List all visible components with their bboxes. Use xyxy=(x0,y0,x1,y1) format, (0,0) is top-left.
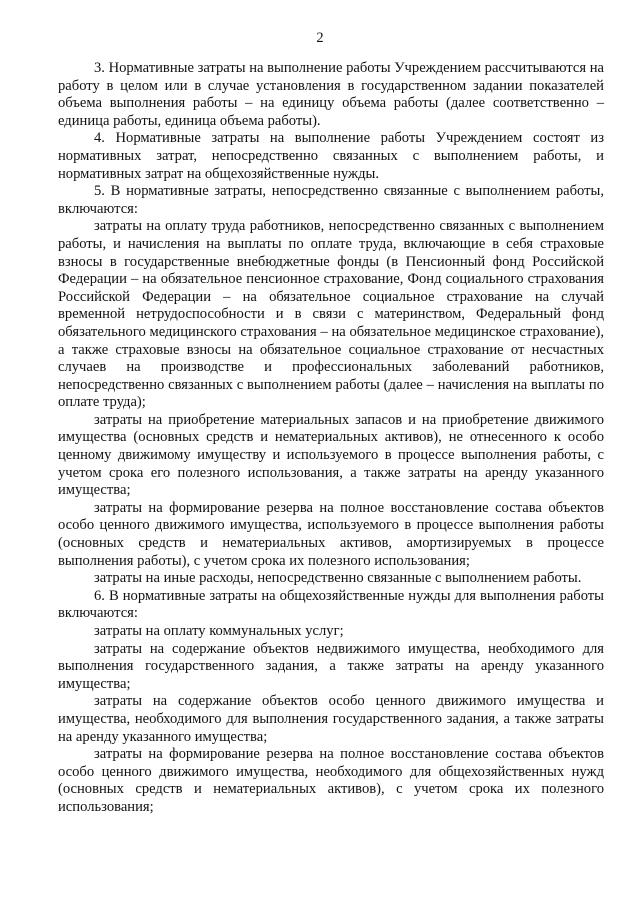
paragraph-6-general-costs-intro: 6. В нормативные затраты на общехозяйственные нужды для выполнения работы включаются: xyxy=(58,587,604,622)
list-item-utilities: затраты на оплату коммунальных услуг; xyxy=(94,623,344,639)
list-item-reserve-general: затраты на формирование резерва на полное восстановление состава объектов особо ценного движимого имущества, необходимого для общехозяйственных нужд (основных средств и нематериальных активов), с учетом срока их полезного использования; xyxy=(58,746,604,815)
document-body xyxy=(58,60,604,817)
list-item-movable-property-maintenance: затраты на содержание объектов особо ценного движимого имущества и имущества, необходимого для выполнения государственного задания, а также затраты на аренду указанного имущества; xyxy=(58,693,604,745)
paragraph-3-work-costs-calculation: 3. Нормативные затраты на выполнение работы Учреждением рассчитываются на работу в целом или в случае установления в государственном задании показателей объема выполнения работы – на единицу объема работы (далее соответственно – единица работы, единица объема работы). xyxy=(58,60,604,129)
list-item-real-estate-maintenance: затраты на содержание объектов недвижимого имущества, необходимого для выполнения государственного задания, а также затраты на аренду указанного имущества; xyxy=(58,640,604,692)
paragraph-4-work-costs-composition: 4. Нормативные затраты на выполнение работы Учреждением состоят из нормативных затрат, непосредственно связанных с выполнением работы, и нормативных затрат на общехозяйственные нужды. xyxy=(58,130,604,182)
page-number: 2 xyxy=(316,30,324,46)
list-item-reserve-direct: затраты на формирование резерва на полное восстановление состава объектов особо ценного движимого имущества, используемого в процессе выполнения работы (основных средств и нематериальных активов, амортизируемых в процессе выполнения работы), с учетом срока их полезного использования; xyxy=(58,499,604,569)
paragraph-5-direct-costs-intro: 5. В нормативные затраты, непосредственно связанные с выполнением работы, включаются: xyxy=(58,183,604,217)
list-item-other-direct-costs: затраты на иные расходы, непосредственно связанные с выполнением работы. xyxy=(94,570,582,587)
list-item-labor-costs: затраты на оплату труда работников, непосредственно связанных с выполнением работы, и начисления на выплаты по оплате труда, включающие в себя страховые взносы в государственные внебюджетные фонды (в Пенсионный фонд Российской Федерации – на обязательное пенсионное страхование, Фонд социального страхования Российской Федерации – на обязательное социальное страхование на случай временной нетрудоспособности и в связи с материнством, Федеральный фонд обязательного медицинского страхования – на обязательное медицинское страхование), а также страховые взносы на обязательное социальное страхование от несчастных случаев на производстве и профессиональных заболеваний работников, непосредственно связанных с выполнением работы (далее – начисления на выплаты по оплате труда); xyxy=(58,218,604,411)
list-item-materials-costs: затраты на приобретение материальных запасов и на приобретение движимого имущества (основных средств и нематериальных активов), не отнесенного к особо ценному движимому имуществу и используемого в процессе выполнения работы, с учетом срока его полезного использования, а также затраты на аренду указанного имущества; xyxy=(58,411,604,499)
